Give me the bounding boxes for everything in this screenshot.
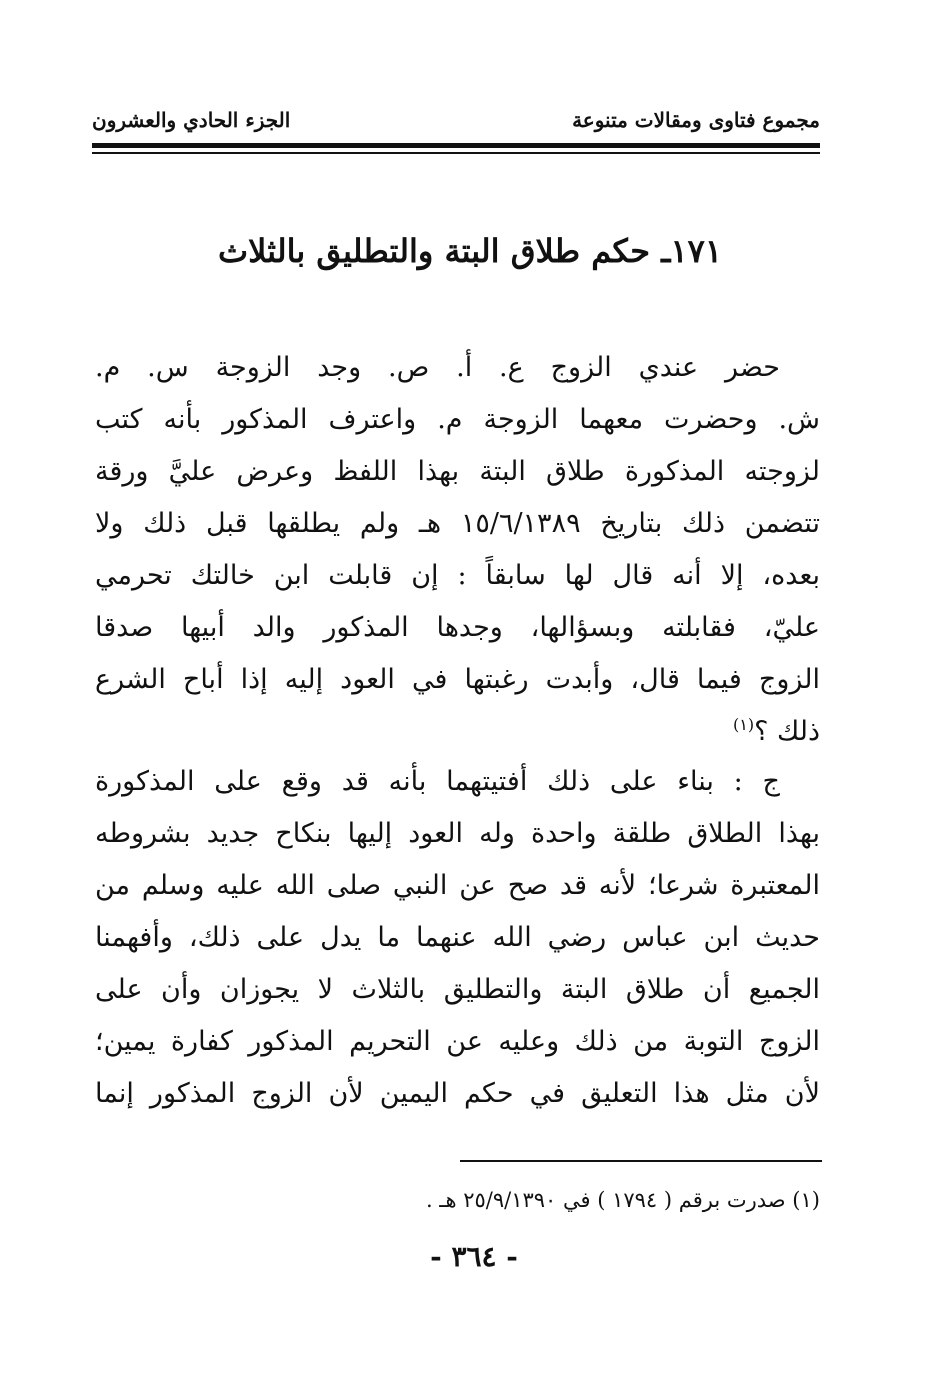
question-line: عليّ، فقابلته وبسؤالها، وجدها المذكور والد أبيها صدقا — [95, 612, 820, 643]
answer-line: لأن مثل هذا التعليق في حكم اليمين لأن الزوج المذكور إنما — [95, 1078, 820, 1109]
answer-line: ج : بناء على ذلك أفتيتهما بأنه قد وقع على المذكورة — [95, 766, 780, 797]
page-number: - ٣٦٤ - — [430, 1240, 518, 1273]
question-paragraph — [95, 342, 820, 758]
question-line: لزوجته المذكورة طلاق البتة بهذا اللفظ وعرض عليَّ ورقة — [95, 456, 820, 487]
footnote: (١) صدرت برقم ( ١٧٩٤ ) في ٢٥/٩/١٣٩٠ هـ . — [425, 1188, 820, 1212]
question-line: بعده، إلا أنه قال لها سابقاً : إن قابلت ابن خالتك تحرمي — [95, 560, 820, 591]
answer-paragraph — [95, 756, 820, 1120]
footnote-separator — [460, 1160, 822, 1162]
header-volume: الجزء الحادي والعشرون — [92, 108, 291, 132]
question-line: ش. وحضرت معهما الزوجة م. واعترف المذكور بأنه كتب — [95, 404, 820, 435]
question-line: الزوج فيما قال، وأبدت رغبتها في العود إليه إذا أباح الشرع — [95, 664, 820, 695]
answer-line: المعتبرة شرعا؛ لأنه قد صح عن النبي صلى الله عليه وسلم من — [95, 870, 820, 901]
header-rule-thick — [92, 143, 820, 148]
answer-line: حديث ابن عباس رضي الله عنهما ما يدل على ذلك، وأفهمنا — [95, 922, 820, 953]
header-book-title: مجموع فتاوى ومقالات متنوعة — [572, 108, 820, 132]
article-title: ١٧١ـ حكم طلاق البتة والتطليق بالثلاث — [217, 232, 723, 270]
question-line: حضر عندي الزوج ع. أ. ص. وجد الزوجة س. م. — [95, 352, 780, 383]
question-last-line — [95, 706, 820, 758]
running-header — [92, 108, 820, 144]
answer-line: بهذا الطلاق طلقة واحدة وله العود إليها بنكاح جديد بشروطه — [95, 818, 820, 849]
answer-line: الجميع أن طلاق البتة والتطليق بالثلاث لا يجوزان وأن على — [95, 974, 820, 1005]
question-line: ذلك ؟ — [754, 716, 820, 747]
footnote-reference[interactable]: (١) — [732, 715, 755, 734]
answer-line: الزوج التوبة من ذلك وعليه عن التحريم المذكور كفارة يمين؛ — [95, 1026, 820, 1057]
header-rule-thin — [92, 152, 820, 154]
question-line: تتضمن ذلك بتاريخ ١٥/٦/١٣٨٩ هـ ولم يطلقها قبل ذلك ولا — [95, 508, 820, 539]
